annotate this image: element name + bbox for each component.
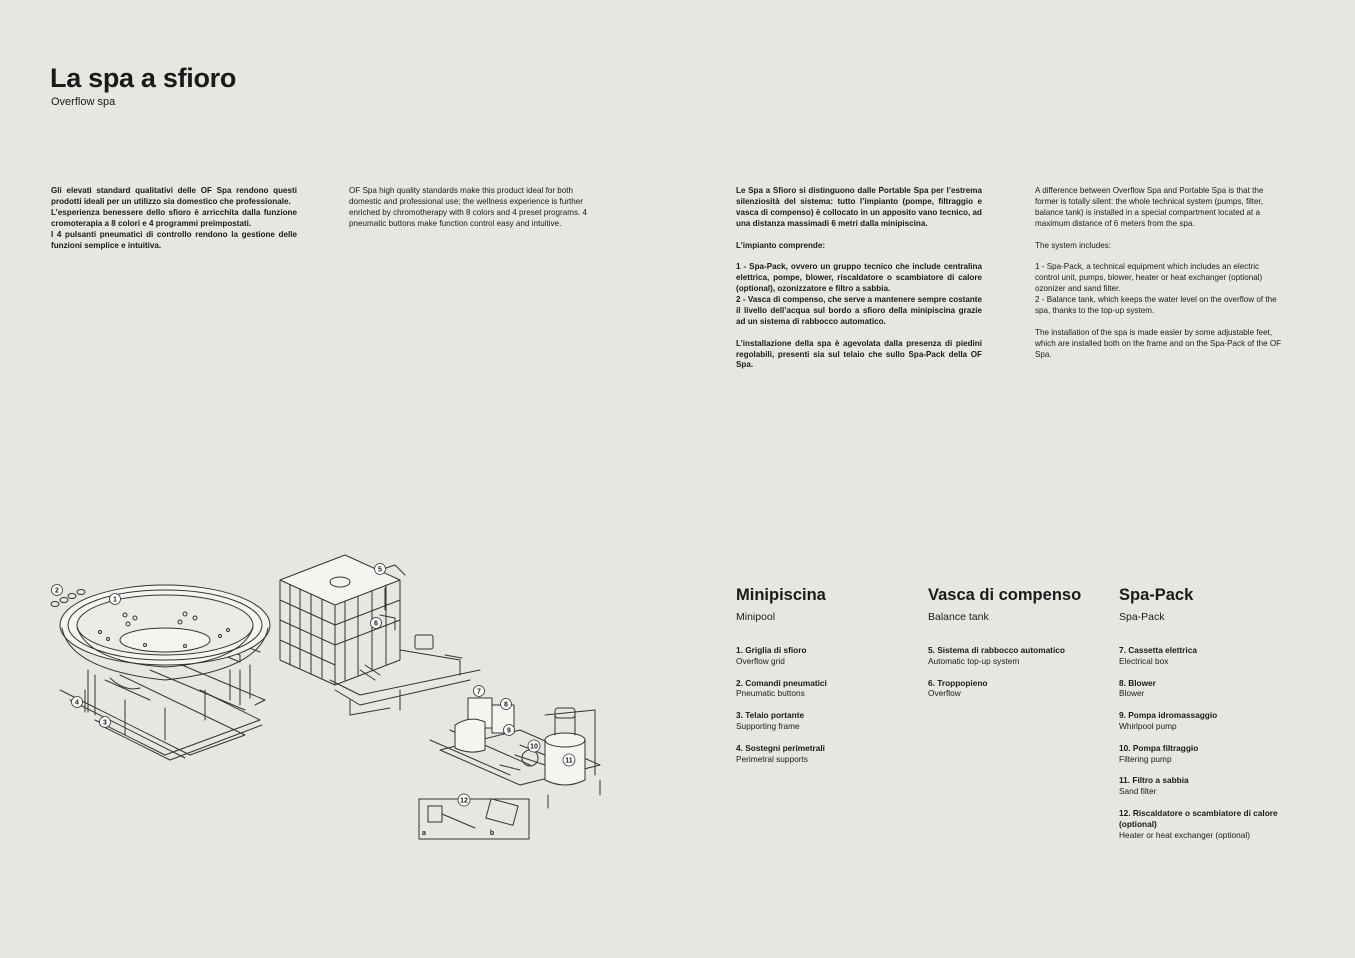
legend-item-en: Blower bbox=[1119, 688, 1145, 699]
legend-item-it: 6. Troppopieno bbox=[928, 677, 988, 688]
inset-label: b bbox=[489, 830, 495, 837]
legend-item-en: Perimetral supports bbox=[736, 753, 808, 764]
callout-label: 3 bbox=[103, 719, 107, 727]
legend-item-en: Supporting frame bbox=[736, 720, 800, 731]
callout-label: 1 bbox=[113, 596, 117, 604]
legend-item-en: Automatic top-up system bbox=[928, 655, 1020, 666]
callout-label: 2 bbox=[55, 587, 59, 595]
system-en-paragraph: The installation of the spa is made easier by some adjustable feet, which are installed both on the frame and on the Spa-Pack of the OF Spa. bbox=[1035, 327, 1282, 359]
legend-minipool bbox=[736, 586, 916, 775]
legend-item bbox=[736, 743, 916, 765]
legend-item-it: 4. Sostegni perimetrali bbox=[736, 742, 825, 753]
system-it-paragraph: L’installazione della spa è agevolata dalla presenza di piedini regolabili, presenti sia sul telaio che sullo Spa-Pack della OF Spa. bbox=[736, 338, 982, 370]
callout-label: 4 bbox=[75, 699, 79, 707]
legend-item bbox=[1119, 710, 1294, 732]
intro-it-line: Gli elevati standard qualitativi delle OF Spa rendono questi prodotti ideali per un utilizzo sia domestico che professionale. bbox=[51, 186, 297, 206]
legend-item-it: 10. Pompa filtraggio bbox=[1119, 742, 1199, 753]
system-en-paragraph: 2 - Balance tank, which keeps the water level on the overflow of the spa, thanks to the top-up system. bbox=[1035, 295, 1277, 315]
system-it-paragraph: Le Spa a Sfioro si distinguono dalle Portable Spa per l’estrema silenziosità del sistema: tutto l’impianto (pompe, filtraggio e vasca di compenso) è collocato in un apposito vano tecnico, ad una distanza massimadi 6 metri dalla minipiscina. bbox=[736, 186, 982, 228]
technical-diagram bbox=[0, 540, 640, 860]
legend-item-it: 11. Filtro a sabbia bbox=[1119, 775, 1189, 786]
legend-subtitle: Balance tank bbox=[928, 611, 989, 623]
legend-item-it: 8. Blower bbox=[1119, 677, 1156, 688]
system-it-paragraph: 1 - Spa-Pack, ovvero un gruppo tecnico che include centralina elettrica, pompe, blower, riscaldatore o scambiatore di calore (optional), ozonizzatore e filtro a sabbia. bbox=[736, 262, 982, 294]
legend-item-it: 2. Comandi pneumatici bbox=[736, 677, 827, 688]
legend-spa-pack bbox=[1119, 586, 1294, 851]
legend-item-en: Filtering pump bbox=[1119, 753, 1172, 764]
legend-item-en: Pneumatic buttons bbox=[736, 688, 805, 699]
system-en-paragraph: 1 - Spa-Pack, a technical equipment which includes an electric control unit, pumps, blower, heater or heat exchanger (optional) ozonizer and sand filter. bbox=[1035, 262, 1263, 294]
legend-title: Vasca di compenso bbox=[928, 586, 1082, 604]
intro-english: OF Spa high quality standards make this product ideal for both domestic and professional use; the wellness experience is further enriched by chromotherapy with 8 colors and 4 preset programs. 4 pneumatic buttons make function control easy and intuitive. bbox=[349, 186, 587, 228]
intro-italian bbox=[51, 186, 297, 251]
legend-item-it: 1. Griglia di sfioro bbox=[736, 645, 807, 655]
page-title: La spa a sfioro bbox=[50, 63, 237, 93]
callout-label: 12 bbox=[460, 797, 468, 805]
legend-item bbox=[1119, 678, 1294, 700]
callout-label: 10 bbox=[530, 743, 538, 751]
legend-item-en: Overflow bbox=[928, 688, 961, 699]
legend-item-en: Electrical box bbox=[1119, 655, 1169, 666]
legend-item-it: 12. Riscaldatore o scambiatore di calore (optional) bbox=[1119, 807, 1278, 829]
callout-label: 7 bbox=[477, 688, 481, 696]
system-it-paragraph: L’impianto comprende: bbox=[736, 240, 826, 250]
legend-item-en: Sand filter bbox=[1119, 786, 1157, 797]
legend-subtitle: Spa-Pack bbox=[1119, 611, 1165, 623]
legend-item bbox=[1119, 808, 1294, 840]
system-english bbox=[1035, 186, 1282, 371]
intro-it-line: I 4 pulsanti pneumatici di controllo rendono la gestione delle funzioni semplice e intuitiva. bbox=[51, 229, 297, 250]
inset-label: a bbox=[422, 830, 426, 837]
legend-title: Spa-Pack bbox=[1119, 586, 1194, 604]
system-italian bbox=[736, 186, 982, 382]
legend-item-it: 9. Pompa idromassaggio bbox=[1119, 710, 1218, 721]
system-it-paragraph: 2 - Vasca di compenso, che serve a mantenere sempre costante il livello dell’acqua sul bordo a sfioro della minipiscina grazie ad un sistema di rabbocco automatico. bbox=[736, 295, 982, 326]
callout-label: 6 bbox=[374, 620, 378, 628]
spa-pack bbox=[430, 698, 600, 808]
legend-item bbox=[1119, 645, 1294, 667]
legend-balance-tank bbox=[928, 586, 1113, 710]
legend-item-en: Overflow grid bbox=[736, 655, 785, 666]
legend-item-it: 3. Telaio portante bbox=[736, 710, 805, 721]
legend-item-en: Whirlpool pump bbox=[1119, 720, 1177, 731]
legend-item bbox=[928, 678, 1113, 700]
legend-item-it: 5. Sistema di rabbocco automatico bbox=[928, 645, 1065, 655]
legend-subtitle: Minipool bbox=[736, 611, 776, 623]
legend-item-it: 7. Cassetta elettrica bbox=[1119, 645, 1197, 655]
legend-title: Minipiscina bbox=[736, 586, 826, 604]
minipool-tub bbox=[60, 585, 270, 715]
legend-item bbox=[1119, 743, 1294, 765]
callout-label: 9 bbox=[507, 727, 511, 735]
callout-label: 5 bbox=[378, 566, 382, 574]
callout-label: 8 bbox=[504, 701, 508, 709]
balance-tank bbox=[280, 555, 480, 715]
system-en-paragraph: A difference between Overflow Spa and Portable Spa is that the former is totally silent: the whole technical system (pumps, filter, balance tank) is installed in a special compartment located at a maximum distance of 6 meters from the spa. bbox=[1035, 186, 1264, 228]
callout-label: 11 bbox=[565, 757, 573, 765]
system-en-paragraph: The system includes: bbox=[1035, 240, 1112, 250]
legend-item bbox=[1119, 775, 1294, 797]
page-subtitle: Overflow spa bbox=[51, 96, 116, 108]
legend-item bbox=[736, 645, 916, 667]
legend-item bbox=[736, 710, 916, 732]
legend-item-en: Heater or heat exchanger (optional) bbox=[1119, 829, 1250, 840]
legend-item bbox=[736, 678, 916, 700]
heater-inset bbox=[419, 799, 529, 839]
legend-item bbox=[928, 645, 1113, 667]
intro-it-line: L’esperienza benessere dello sfioro è arricchita dalla funzione cromoterapia a 8 colori e 4 programmi preimpostati. bbox=[51, 207, 297, 228]
